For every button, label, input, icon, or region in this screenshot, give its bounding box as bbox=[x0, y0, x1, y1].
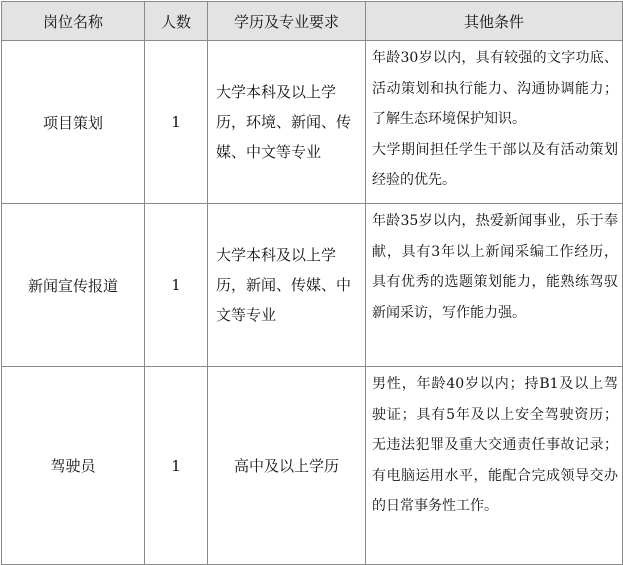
header-count: 人数 bbox=[145, 2, 208, 41]
table-row bbox=[2, 41, 623, 204]
conditions-cell bbox=[366, 41, 623, 204]
header-education: 学历及专业要求 bbox=[208, 2, 366, 41]
header-row bbox=[2, 2, 623, 41]
condition-text: 大学期间担任学生干部以及有活动策划经验的优先。 bbox=[372, 141, 618, 188]
conditions-cell bbox=[366, 367, 623, 565]
recruitment-table bbox=[1, 1, 623, 565]
position-cell: 驾驶员 bbox=[2, 367, 145, 565]
education-cell: 大学本科及以上学历，环境、新闻、传媒、中文等专业 bbox=[208, 41, 366, 204]
condition-text: 年龄35岁以内，热爱新闻事业，乐于奉献，具有3年以上新闻采编工作经历，具有优秀的选题策划能力，能熟练驾驭新闻采访，写作能力强。 bbox=[372, 213, 618, 321]
count-cell: 1 bbox=[145, 204, 208, 367]
count-cell: 1 bbox=[145, 367, 208, 565]
position-cell: 项目策划 bbox=[2, 41, 145, 204]
education-cell: 高中及以上学历 bbox=[208, 367, 366, 565]
condition-text: 男性，年龄40岁以内；持B1及以上驾驶证；具有5年及以上安全驾驶资历；无违法犯罪及重大交通责任事故记录；有电脑运用水平，能配合完成领导交办的日常事务性工作。 bbox=[372, 376, 618, 514]
header-position: 岗位名称 bbox=[2, 2, 145, 41]
conditions-cell bbox=[366, 204, 623, 367]
table-row bbox=[2, 367, 623, 565]
position-cell: 新闻宣传报道 bbox=[2, 204, 145, 367]
education-cell: 大学本科及以上学历，新闻、传媒、中文等专业 bbox=[208, 204, 366, 367]
table-row bbox=[2, 204, 623, 367]
condition-text: 年龄30岁以内，具有较强的文字功底、活动策划和执行能力、沟通协调能力；了解生态环境保护知识。 bbox=[372, 50, 618, 127]
header-conditions: 其他条件 bbox=[366, 2, 623, 41]
count-cell: 1 bbox=[145, 41, 208, 204]
